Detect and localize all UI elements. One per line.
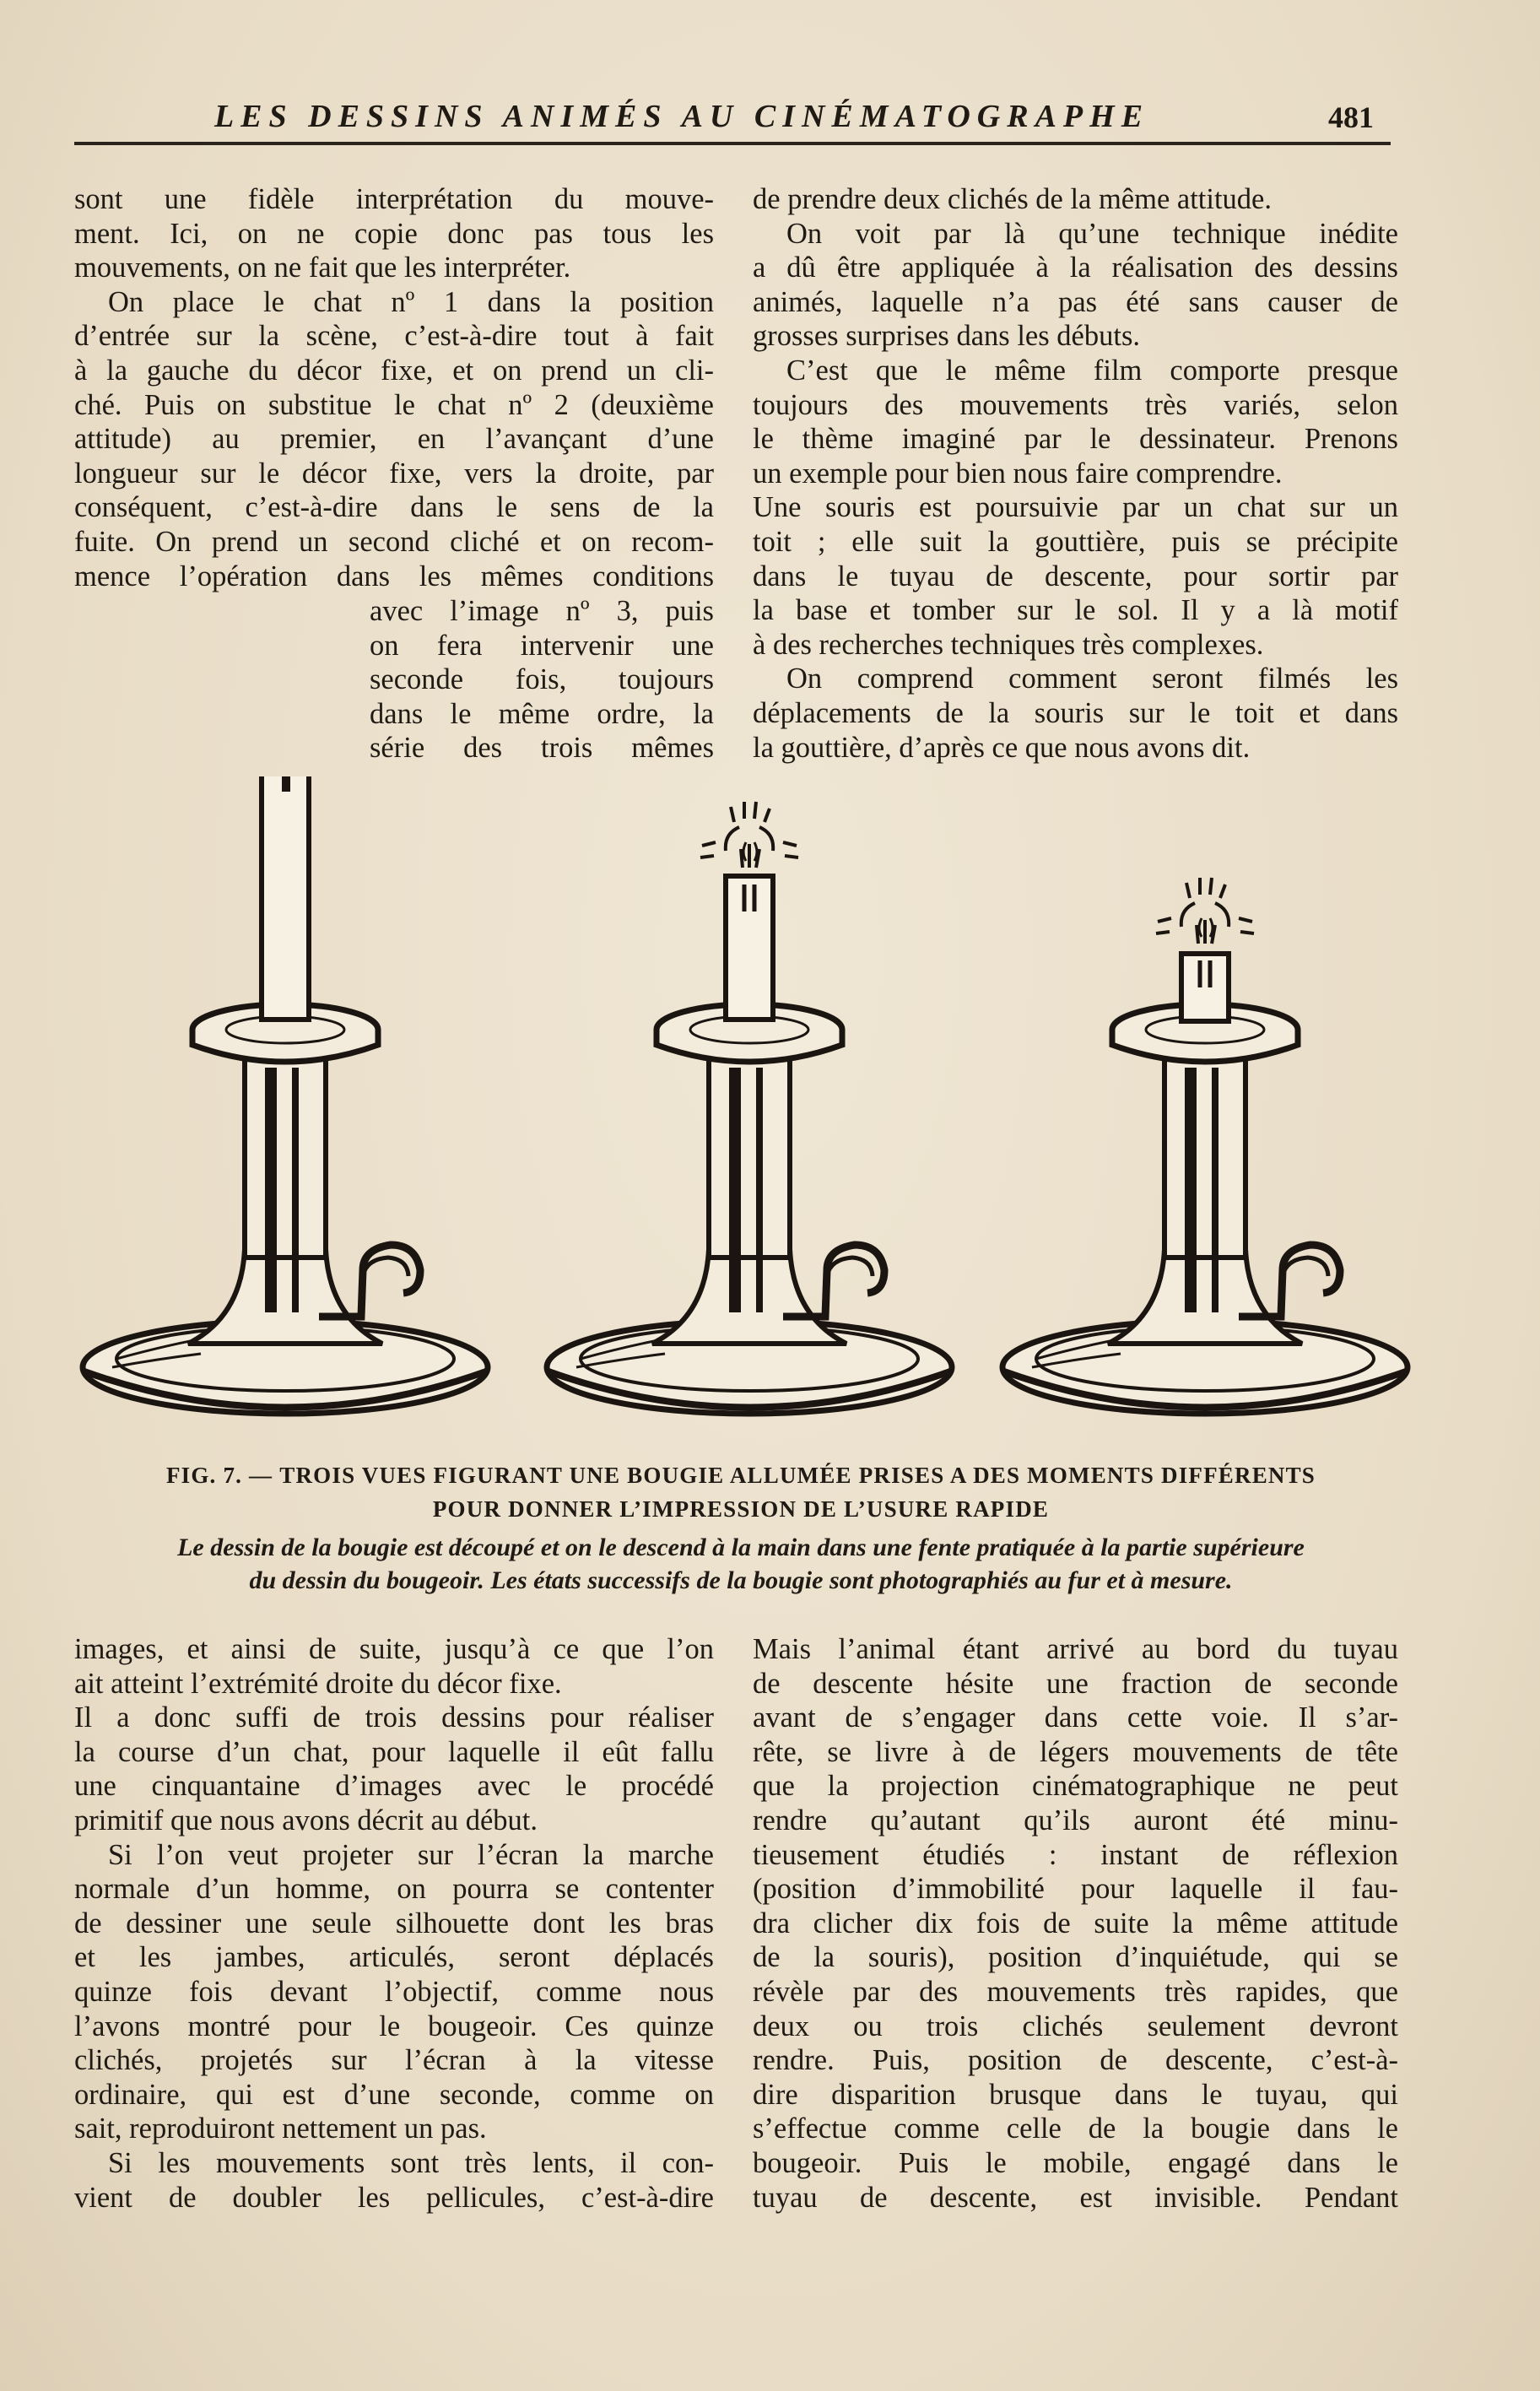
text-line: vient de doubler les pellicules, c’est-à-dire [74, 2181, 714, 2214]
text-line: à la gauche du décor fixe, et on prend un cli- [74, 354, 714, 387]
text-line: avec l’image nº 3, puis [370, 595, 714, 627]
text-line: toujours des mouvements très variés, selon [753, 388, 1398, 421]
text-line: le thème imaginé par le dessinateur. Prenons [753, 423, 1398, 456]
text-line: quinze fois devant l’objectif, comme nous [74, 1975, 714, 2008]
text-line: la course d’un chat, pour laquelle il eût fallu [74, 1735, 714, 1768]
candlestick-tall [83, 776, 488, 1414]
text-line: l’avons montré pour le bougeoir. Ces quinze [74, 2010, 714, 2042]
text-line: toit ; elle suit la gouttière, puis se précipite [753, 525, 1398, 558]
text-line: dire disparition brusque dans le tuyau, qui [753, 2078, 1398, 2111]
text-line: clichés, projetés sur l’écran à la vitesse [74, 2044, 714, 2077]
text-line: sont une fidèle interprétation du mouve- [74, 183, 714, 215]
text-line: révèle par des mouvements très rapides, que [753, 1975, 1398, 2008]
text-line: Mais l’animal étant arrivé au bord du tuyau [753, 1633, 1398, 1665]
bottom-left-column [74, 1632, 714, 2215]
text-line: déplacements de la souris sur le toit et dans [753, 696, 1398, 729]
text-line: Une souris est poursuivie par un chat sur un [753, 491, 1398, 524]
text-line: mouvements, on ne fait que les interpréter. [74, 252, 571, 284]
running-header [74, 93, 1391, 143]
text-line: on fera intervenir une [370, 629, 714, 662]
text-line: série des trois mêmes [370, 732, 714, 765]
page-number: 481 [1328, 100, 1374, 134]
caption-desc-line: du dessin du bougeoir. Les états successifs de la bougie sont photographiés au fur et à mesure. [249, 1566, 1233, 1594]
caption-desc-line: Le dessin de la bougie est découpé et on le descend à la main dans une fente pratiquée à la partie supérieure [177, 1534, 1305, 1561]
text-line: la gouttière, d’après ce que nous avons dit. [753, 731, 1251, 764]
text-line: Il a donc suffi de trois dessins pour réaliser [74, 1701, 714, 1734]
figure-caption-title [74, 1458, 1408, 1526]
top-right-column [753, 182, 1398, 765]
candlestick-short [1002, 878, 1408, 1414]
text-line: ait atteint l’extrémité droite du décor fixe. [74, 1667, 562, 1700]
figure-label: FIG. 7. — [165, 1463, 273, 1488]
text-line: animés, laquelle n’a pas été sans causer de [753, 285, 1398, 318]
text-line: de la souris), position d’inquiétude, qui se [753, 1941, 1398, 1974]
text-line: rendre qu’autant qu’ils auront été minu- [753, 1804, 1398, 1837]
text-line: un exemple pour bien nous faire comprendre. [753, 457, 1283, 490]
text-line: attitude) au premier, en l’avançant d’une [74, 423, 714, 456]
text-line: de prendre deux clichés de la même attitude. [753, 183, 1272, 215]
header-rule [74, 142, 1391, 145]
narrow-text-block [370, 594, 714, 765]
candlestick-medium [547, 802, 952, 1414]
text-line: a dû être appliquée à la réalisation des dessins [753, 252, 1398, 284]
bottom-right-column [753, 1632, 1398, 2215]
text-line: primitif que nous avons décrit au début. [74, 1804, 538, 1837]
text-line: Si l’on veut projeter sur l’écran la marche [108, 1838, 714, 1871]
figure-caption-description [74, 1531, 1408, 1597]
text-line: une cinquantaine d’images avec le procédé [74, 1770, 714, 1803]
text-line: On voit par là qu’une technique inédite [786, 217, 1398, 250]
text-line: la base et tomber sur le sol. Il y a là motif [753, 594, 1398, 627]
text-line: s’effectue comme celle de la bougie dans le [753, 2112, 1398, 2145]
text-line: Si les mouvements sont très lents, il con- [108, 2146, 714, 2179]
text-line: d’entrée sur la scène, c’est-à-dire tout à fait [74, 320, 714, 353]
text-line: dra clicher dix fois de suite la même attitude [753, 1907, 1398, 1939]
caption-line: POUR DONNER L’IMPRESSION DE L’USURE RAPIDE [432, 1496, 1050, 1522]
text-line: de dessiner une seule silhouette dont les bras [74, 1907, 714, 1939]
running-title: LES DESSINS ANIMÉS AU CINÉMATOGRAPHE [213, 99, 1150, 134]
text-line: tieusement étudiés : instant de réflexion [753, 1838, 1398, 1871]
text-line: grosses surprises dans les débuts. [753, 320, 1140, 353]
text-line: normale d’un homme, on pourra se contenter [74, 1873, 714, 1906]
top-left-column [74, 182, 714, 593]
text-line: dans le tuyau de descente, pour sortir par [753, 560, 1398, 592]
text-line: ment. Ici, on ne copie donc pas tous les [74, 217, 714, 250]
text-line: conséquent, c’est-à-dire dans le sens de la [74, 491, 714, 524]
text-line: mence l’opération dans les mêmes conditions [74, 560, 714, 592]
text-line: C’est que le même film comporte presque [786, 354, 1398, 387]
text-line: de descente hésite une fraction de seconde [753, 1667, 1398, 1700]
text-line: bougeoir. Puis le mobile, engagé dans le [753, 2146, 1398, 2179]
text-line: deux ou trois clichés seulement devront [753, 2010, 1398, 2042]
text-line: que la projection cinématographique ne peut [753, 1770, 1398, 1803]
text-line: fuite. On prend un second cliché et on recom- [74, 525, 714, 558]
text-line: On comprend comment seront filmés les [786, 663, 1398, 695]
candlestick-figure [74, 776, 1424, 1469]
text-line: On place le chat nº 1 dans la position [108, 285, 714, 318]
text-line: seconde fois, toujours [370, 663, 714, 696]
text-line: longueur sur le décor fixe, vers la droite, par [74, 457, 714, 490]
text-line: sait, reproduiront nettement un pas. [74, 2112, 487, 2145]
text-line: ordinaire, qui est d’une seconde, comme on [74, 2078, 714, 2111]
caption-line: TROIS VUES FIGURANT UNE BOUGIE ALLUMÉE PRISES A DES MOMENTS DIFFÉRENTS [279, 1463, 1316, 1488]
text-line: ché. Puis on substitue le chat nº 2 (deuxième [74, 388, 714, 421]
text-line: et les jambes, articulés, seront déplacés [74, 1941, 714, 1974]
text-line: avant de s’engager dans cette voie. Il s’ar- [753, 1701, 1398, 1734]
text-line: dans le même ordre, la [370, 697, 714, 730]
text-line: à des recherches techniques très complexes. [753, 628, 1264, 661]
text-line: (position d’immobilité pour laquelle il fau- [753, 1873, 1398, 1906]
text-line: images, et ainsi de suite, jusqu’à ce que l’on [74, 1633, 714, 1665]
text-line: rête, se livre à de légers mouvements de tête [753, 1735, 1398, 1768]
text-line: rendre. Puis, position de descente, c’est-à- [753, 2044, 1398, 2077]
text-line: tuyau de descente, est invisible. Pendant [753, 2181, 1398, 2214]
